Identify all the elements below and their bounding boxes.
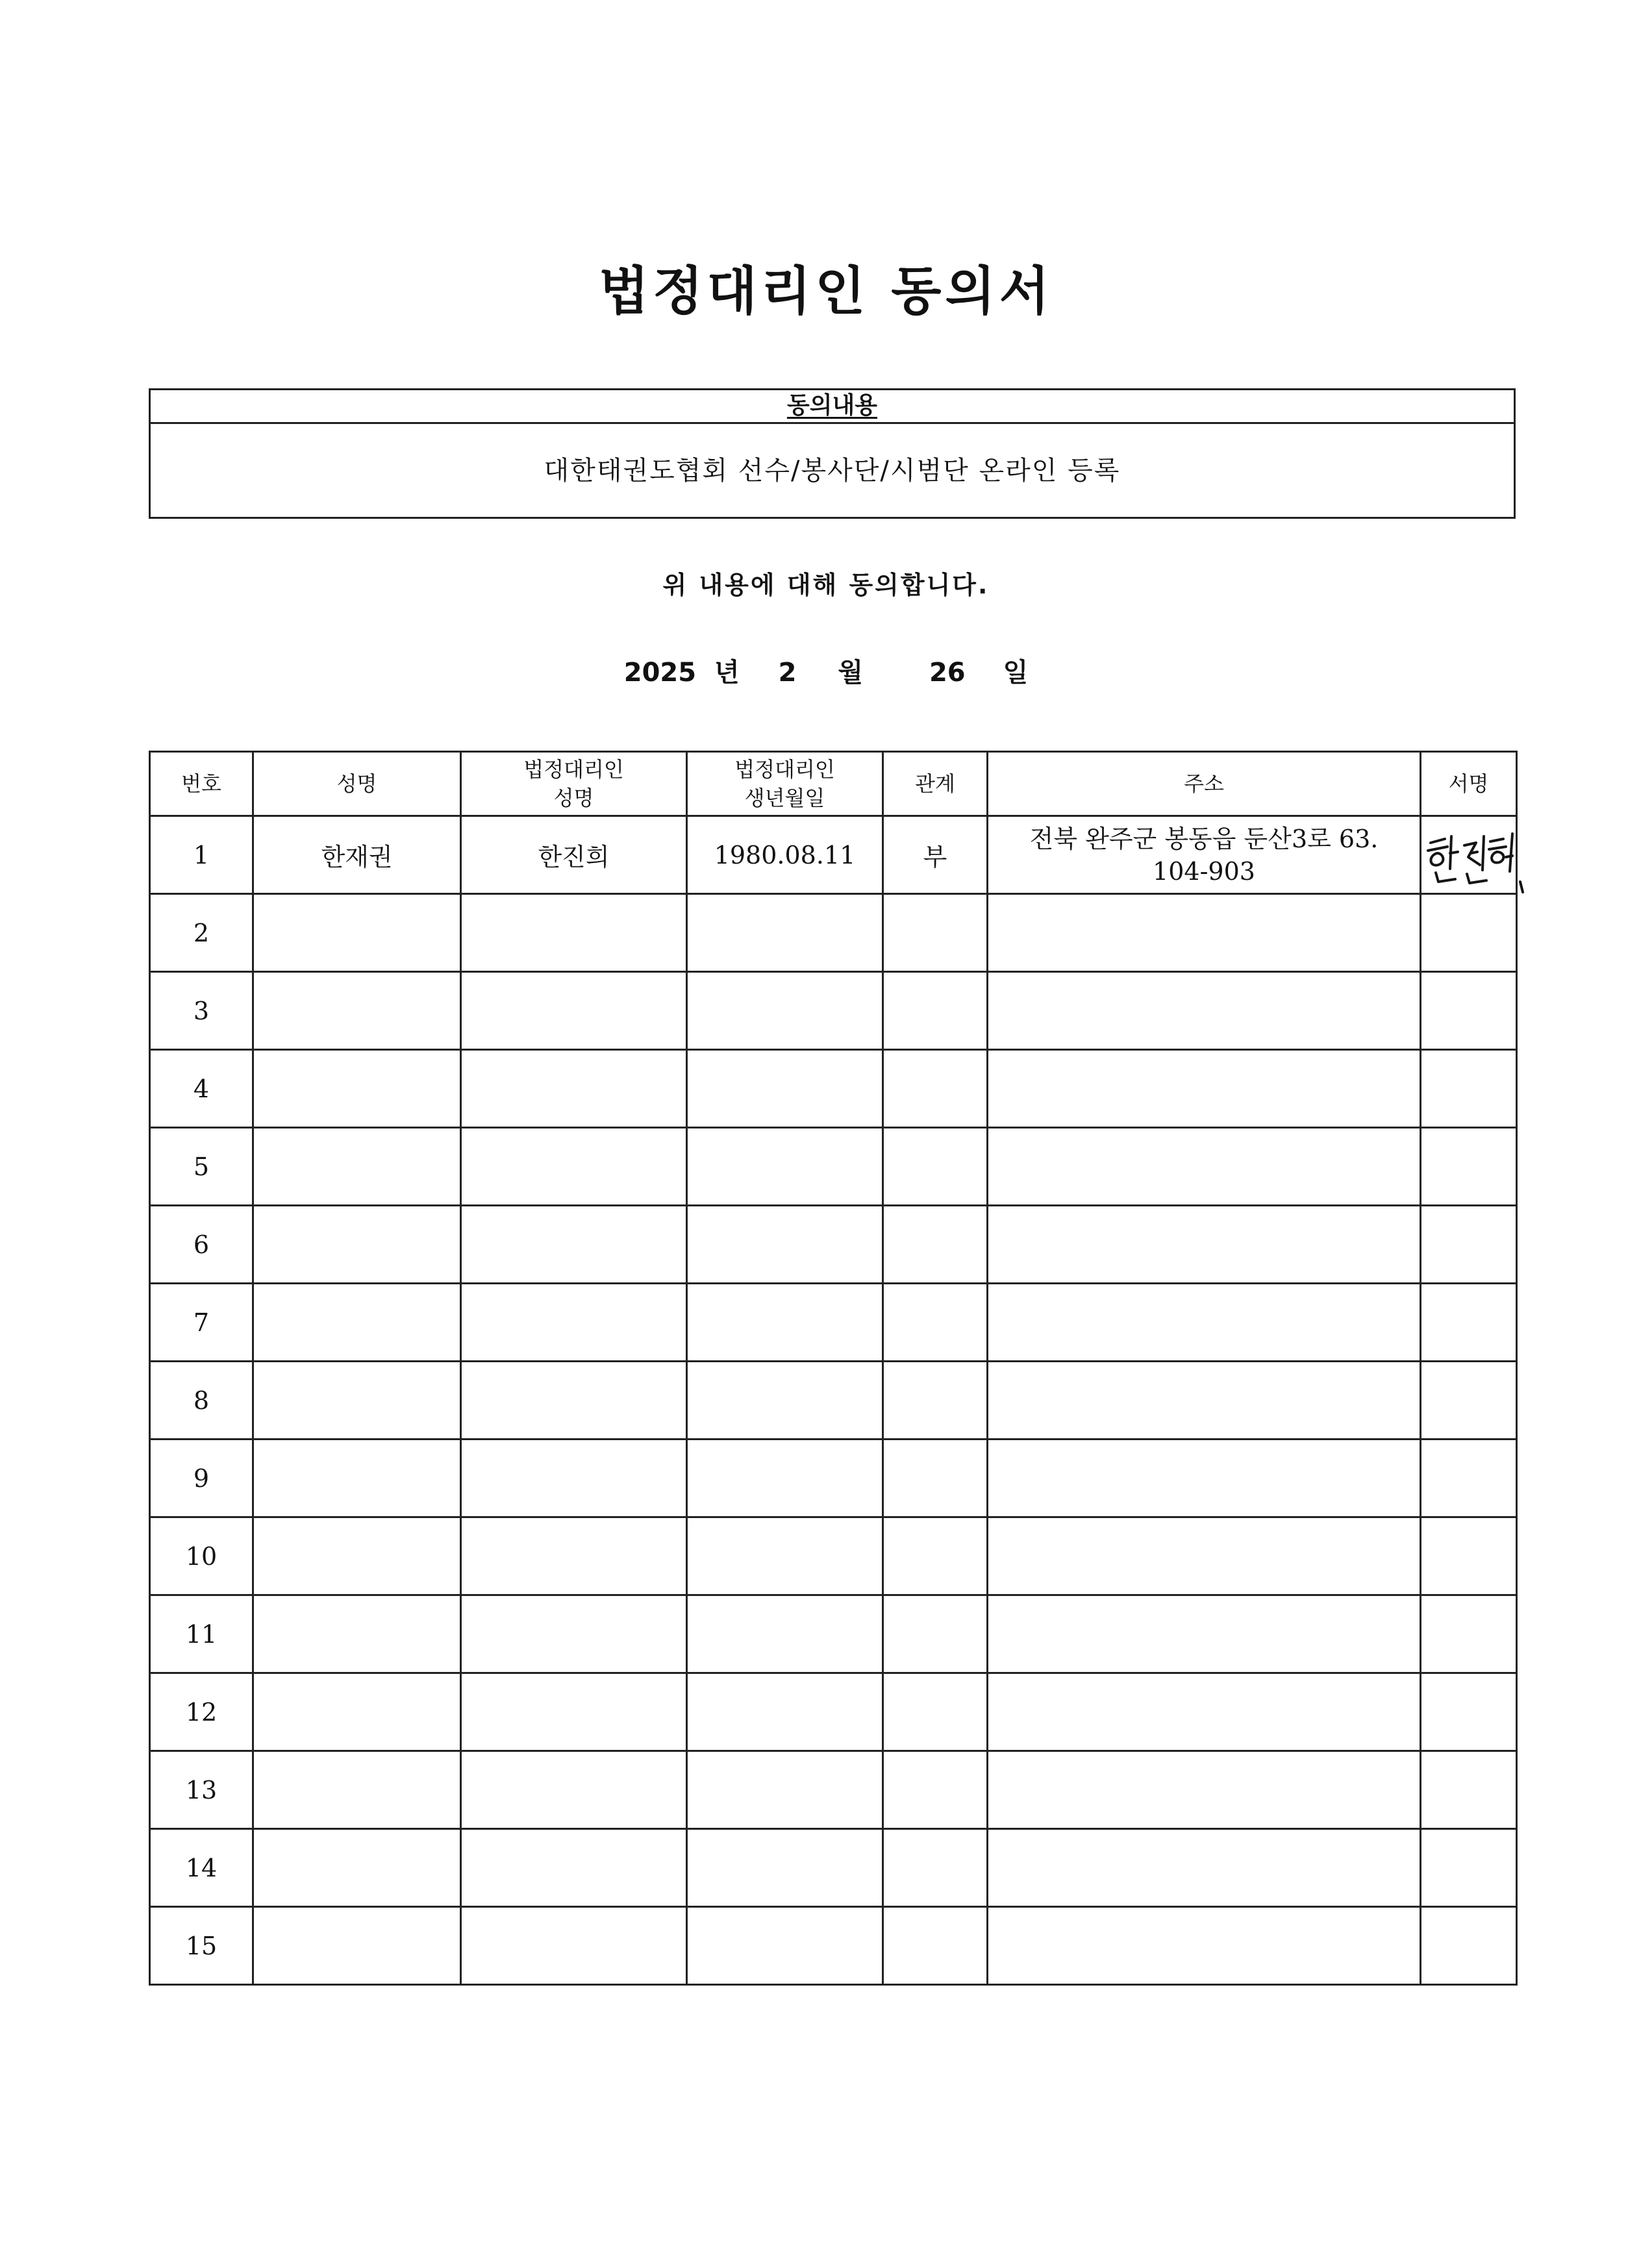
cell-address [988,1595,1421,1673]
header-guardian-birth-line2: 생년월일 [744,786,825,810]
address-line1: 전북 완주군 봉동읍 둔산3로 63. [1029,824,1379,853]
cell-relation [883,1517,988,1595]
header-name: 성명 [253,752,461,816]
address-line2: 104-903 [1153,856,1255,886]
cell-signature [1421,1440,1517,1517]
header-address: 주소 [988,752,1421,816]
table-header-row [150,752,1517,816]
cell-signature [1421,1284,1517,1362]
cell-address [988,1751,1421,1829]
cell-guardian-name [461,972,687,1050]
cell-address [988,1829,1421,1907]
cell-no: 8 [150,1362,253,1440]
cell-guardian-birth [687,1362,883,1440]
header-signature: 서명 [1421,752,1517,816]
cell-signature [1421,1829,1517,1907]
table-row [150,1440,1517,1517]
cell-guardian-name [461,1284,687,1362]
cell-relation [883,894,988,972]
cell-guardian-name: 한진희 [461,816,687,894]
cell-address [988,1673,1421,1751]
cell-no: 13 [150,1751,253,1829]
cell-guardian-birth [687,1206,883,1284]
cell-no: 4 [150,1050,253,1128]
cell-signature [1421,1751,1517,1829]
cell-no: 10 [150,1517,253,1595]
cell-relation [883,972,988,1050]
cell-no: 5 [150,1128,253,1206]
table-row [150,1829,1517,1907]
cell-guardian-name [461,1907,687,1985]
cell-signature [1421,1206,1517,1284]
header-guardian-birth [687,752,883,816]
cell-guardian-birth [687,1907,883,1985]
cell-guardian-birth [687,1050,883,1128]
cell-relation [883,1050,988,1128]
cell-signature [1421,1362,1517,1440]
table-row [150,1128,1517,1206]
consent-heading-label: 동의내용 [786,392,878,419]
cell-name [253,1751,461,1829]
cell-no: 11 [150,1595,253,1673]
cell-name [253,1206,461,1284]
cell-guardian-birth [687,1595,883,1673]
cell-signature [1421,972,1517,1050]
table-row [150,1673,1517,1751]
date-month: 2 [778,658,797,688]
cell-name [253,1517,461,1595]
header-guardian-name [461,752,687,816]
cell-no: 3 [150,972,253,1050]
cell-guardian-birth [687,1440,883,1517]
cell-relation [883,1284,988,1362]
date-month-unit: 월 [838,658,864,688]
cell-address [988,1206,1421,1284]
cell-name [253,1907,461,1985]
cell-address [988,1907,1421,1985]
cell-no: 12 [150,1673,253,1751]
header-guardian-name-line2: 성명 [553,786,594,810]
cell-relation [883,1829,988,1907]
cell-name [253,1362,461,1440]
consent-heading [151,390,1514,424]
table-row [150,816,1517,894]
cell-relation: 부 [883,816,988,894]
cell-no: 15 [150,1907,253,1985]
handwritten-signature [1421,817,1525,895]
cell-guardian-name [461,1050,687,1128]
cell-guardian-birth [687,972,883,1050]
cell-relation [883,1595,988,1673]
cell-relation [883,1128,988,1206]
table-row [150,1595,1517,1673]
cell-name [253,1595,461,1673]
table-row [150,894,1517,972]
date-day: 26 [929,658,966,688]
cell-relation [883,1206,988,1284]
consent-box [149,388,1516,519]
consent-content: 대한태권도협회 선수/봉사단/시범단 온라인 등록 [544,456,1121,486]
cell-no: 7 [150,1284,253,1362]
header-no: 번호 [150,752,253,816]
cell-guardian-birth [687,894,883,972]
cell-name: 한재권 [253,816,461,894]
cell-no: 1 [150,816,253,894]
cell-guardian-birth [687,1517,883,1595]
header-guardian-birth-line1: 법정대리인 [734,757,835,782]
cell-signature [1421,816,1517,894]
cell-guardian-birth [687,1128,883,1206]
consent-date [0,652,1652,689]
cell-no: 2 [150,894,253,972]
agreement-statement: 위 내용에 대해 동의합니다. [662,571,990,599]
cell-guardian-name [461,1751,687,1829]
date-year: 2025 [623,658,697,688]
cell-name [253,1284,461,1362]
cell-guardian-name [461,1440,687,1517]
cell-guardian-birth [687,1673,883,1751]
cell-no: 6 [150,1206,253,1284]
cell-address [988,1517,1421,1595]
cell-address [988,1440,1421,1517]
cell-signature [1421,1673,1517,1751]
cell-address [988,894,1421,972]
date-day-unit: 일 [1003,658,1029,688]
table-row [150,1284,1517,1362]
cell-address [988,972,1421,1050]
cell-address [988,1050,1421,1128]
cell-name [253,1673,461,1751]
cell-guardian-name [461,1128,687,1206]
cell-guardian-birth [687,1284,883,1362]
cell-address [988,1128,1421,1206]
cell-signature [1421,1128,1517,1206]
cell-relation [883,1907,988,1985]
cell-guardian-name [461,1829,687,1907]
cell-address [988,1284,1421,1362]
cell-name [253,1128,461,1206]
cell-relation [883,1673,988,1751]
cell-signature [1421,1907,1517,1985]
cell-name [253,1829,461,1907]
cell-signature [1421,1595,1517,1673]
table-row [150,1362,1517,1440]
table-row [150,972,1517,1050]
table-row [150,1751,1517,1829]
cell-signature [1421,1050,1517,1128]
header-relation: 관계 [883,752,988,816]
header-guardian-name-line1: 법정대리인 [523,757,624,782]
cell-signature [1421,1517,1517,1595]
cell-guardian-name [461,1673,687,1751]
cell-guardian-birth [687,1829,883,1907]
cell-guardian-name [461,894,687,972]
cell-no: 9 [150,1440,253,1517]
cell-name [253,1050,461,1128]
cell-guardian-birth [687,1751,883,1829]
table-row [150,1050,1517,1128]
table-row [150,1517,1517,1595]
cell-relation [883,1751,988,1829]
cell-guardian-name [461,1517,687,1595]
guardian-table [149,751,1518,1986]
cell-guardian-name [461,1595,687,1673]
cell-relation [883,1440,988,1517]
table-row [150,1907,1517,1985]
date-year-unit: 년 [714,658,740,688]
cell-guardian-name [461,1206,687,1284]
cell-signature [1421,894,1517,972]
cell-name [253,972,461,1050]
cell-no: 14 [150,1829,253,1907]
cell-address [988,816,1421,894]
cell-guardian-birth: 1980.08.11 [687,816,883,894]
cell-relation [883,1362,988,1440]
cell-address [988,1362,1421,1440]
cell-name [253,1440,461,1517]
cell-name [253,894,461,972]
table-row [150,1206,1517,1284]
page-title: 법정대리인 동의서 [598,261,1054,321]
cell-guardian-name [461,1362,687,1440]
